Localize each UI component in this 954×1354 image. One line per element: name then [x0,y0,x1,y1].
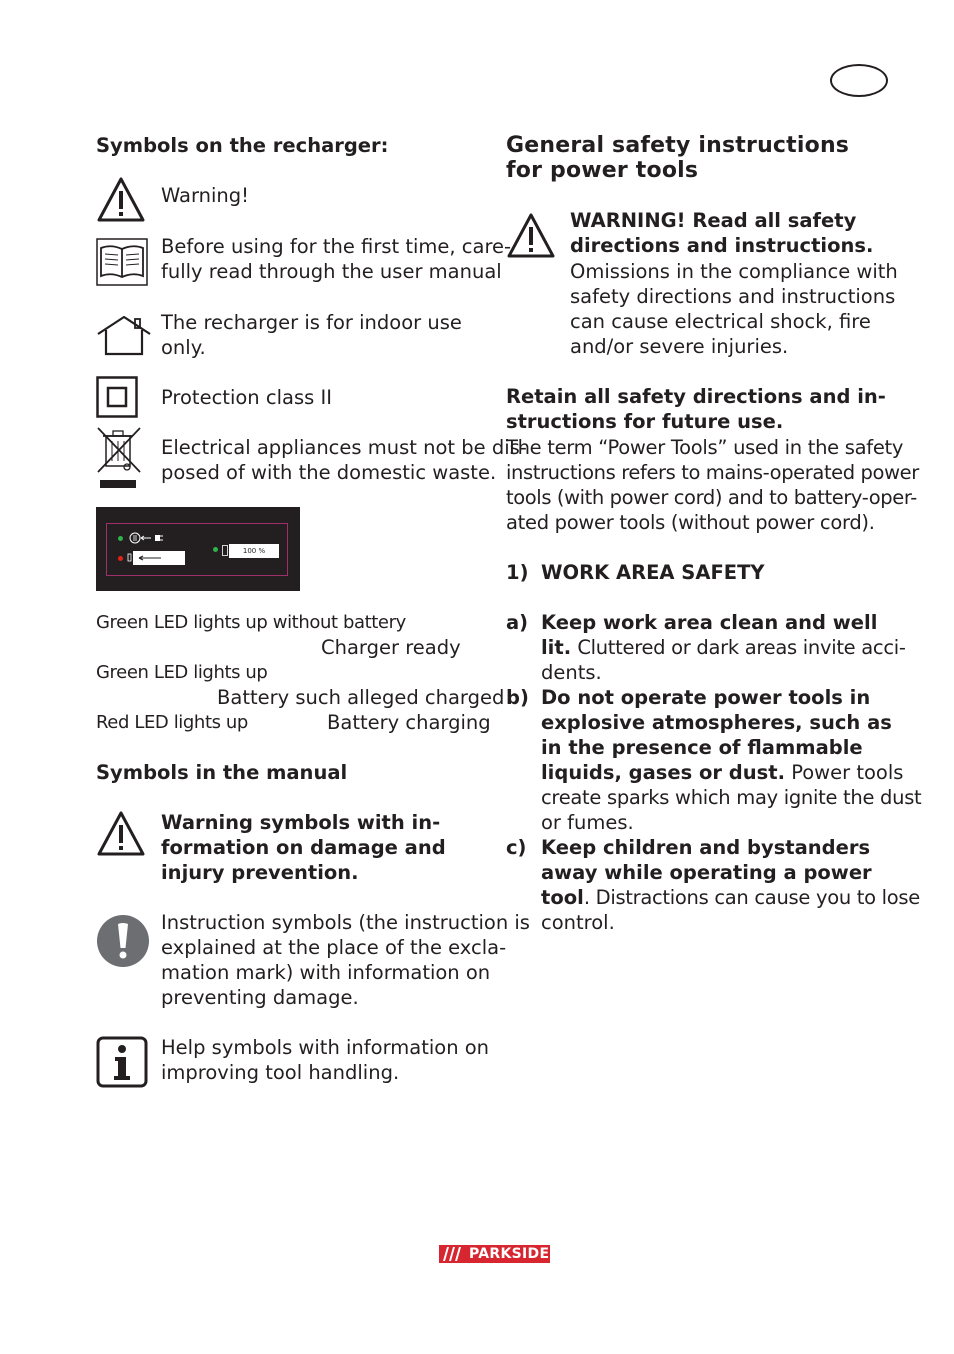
warning-triangle-icon [506,212,556,260]
term-line-1: The term “Power Tools” used in the safety [506,436,904,459]
item-c-mark: c) [506,836,527,859]
charger-led-panel [96,507,300,591]
term-line-3: tools (with power cord) and to battery-oper- [506,486,917,509]
item-b-line-4 [541,760,903,785]
battery-level-label: 100 % [229,544,279,558]
manual-symbols-heading: Symbols in the manual [96,761,348,784]
omissions-line-4: and/or severe injuries. [570,335,789,358]
retain-line-1: Retain all safety directions and in- [506,385,886,408]
instruction-symbols-line-4: preventing damage. [161,986,359,1009]
manual-note-line-1: Before using for the first time, care- [161,235,512,258]
charger-plug-icon [129,531,165,545]
warning-triangle-icon [96,810,146,858]
section-number: 1) [506,561,529,584]
item-a-line-2 [541,635,906,660]
protection-class-ii-icon [96,376,138,418]
term-line-2: instructions refers to mains-operated power [506,461,919,484]
item-a-text-line-2: dents. [541,661,602,684]
instruction-symbols-line-2: explained at the place of the excla- [161,936,507,959]
disposal-line-2: posed of with the domestic waste. [161,461,497,484]
protection-class-text: Protection class II [161,386,332,409]
red-led-dot [118,556,123,561]
warning-triangle-icon [96,176,146,224]
general-safety-heading-line-1: General safety instructions [506,133,850,158]
led-state-2-label: Green LED lights up [96,662,268,683]
led-state-1-label: Green LED lights up without battery [96,612,406,633]
item-b-bold-line-4: liquids, gases or dust. [541,761,785,784]
parkside-logo [439,1245,550,1263]
item-b-bold-line-1: Do not operate power tools in [541,686,871,709]
item-b-bold-line-2: explosive atmospheres, such as [541,711,892,734]
led-state-2-value: Battery such alleged charged [217,686,505,709]
warning-read-line-2: directions and instructions. [570,234,874,257]
battery-green-led-dot [213,547,218,552]
item-a-mark: a) [506,611,529,634]
info-icon [96,1036,148,1088]
recharger-symbols-heading: Symbols on the recharger: [96,134,389,157]
item-c-line-3 [541,885,920,910]
omissions-line-3: can cause electrical shock, fire [570,310,871,333]
item-b-bold-line-3: in the presence of flammable [541,736,863,759]
item-c-bold-line-1: Keep children and bystanders [541,836,871,859]
instruction-symbols-line-3: mation mark) with information on [161,961,491,984]
warning-read-line-1: WARNING! Read all safety [570,209,857,232]
led-state-1-value: Charger ready [321,636,461,659]
item-c-text-line-1: . Distractions can cause you to lose [583,886,920,909]
logo-stripes-icon [439,1245,467,1263]
item-b-mark: b) [506,686,529,709]
item-a-bold-line-1: Keep work area clean and well [541,611,878,634]
item-c-bold-line-3: tool [541,886,584,909]
disposal-line-1: Electrical appliances must not be dis- [161,436,527,459]
charging-battery-icon [127,550,187,566]
retain-line-2: structions for future use. [506,410,784,433]
crossed-bin-icon [96,426,142,490]
open-book-icon [96,238,148,286]
warning-symbols-line-3: injury prevention. [161,861,359,884]
item-c-text-line-2: control. [541,911,615,934]
instruction-symbols-line-1: Instruction symbols (the instruction is [161,911,530,934]
item-b-text-line-1: Power tools [791,761,904,784]
help-symbols-line-1: Help symbols with information on [161,1036,490,1059]
omissions-line-2: safety directions and instructions [570,285,896,308]
item-b-text-line-3: or fumes. [541,811,634,834]
indoor-use-line-1: The recharger is for indoor use [161,311,462,334]
warning-symbols-line-1: Warning symbols with in- [161,811,441,834]
manual-note-line-2: fully read through the user manual [161,260,502,283]
battery-terminal-icon [222,545,228,556]
led-state-3-label: Red LED lights up [96,712,248,733]
brand-name: PARKSIDE [469,1246,550,1262]
house-icon [96,314,152,356]
item-a-text-line-1: Cluttered or dark areas invite acci- [577,636,906,659]
term-line-4: ated power tools (without power cord). [506,511,875,534]
item-c-bold-line-2: away while operating a power [541,861,872,884]
warning-symbols-line-2: formation on damage and [161,836,446,859]
led-state-3-value: Battery charging [327,711,491,734]
language-badge [830,64,888,97]
general-safety-heading-line-2: for power tools [506,158,699,183]
section-title: WORK AREA SAFETY [541,561,765,584]
item-a-bold-line-2: lit. [541,636,572,659]
omissions-line-1: Omissions in the compliance with [570,260,898,283]
indoor-use-line-2: only. [161,336,206,359]
warning-text: Warning! [161,184,249,207]
item-b-text-line-2: create sparks which may ignite the dust [541,786,922,809]
help-symbols-line-2: improving tool handling. [161,1061,400,1084]
green-led-dot [118,536,123,541]
exclamation-circle-icon [96,914,150,968]
